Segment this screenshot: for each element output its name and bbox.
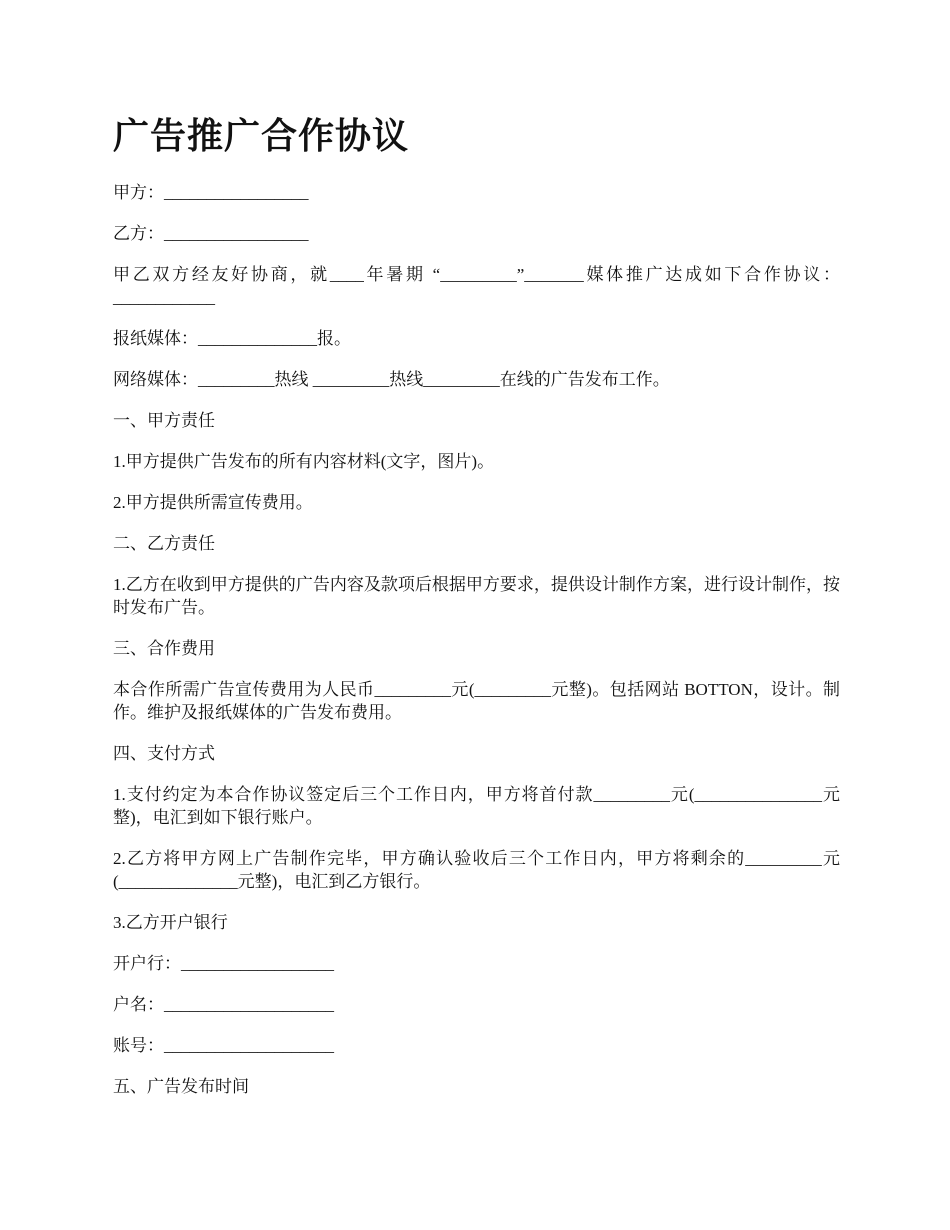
section-heading-publish-time: 五、广告发布时间: [113, 1077, 249, 1096]
fees-paragraph: 本合作所需广告宣传费用为人民币_________元(_________元整)。包括网站 BOTTON，设计。制作。维护及报纸媒体的广告发布费用。: [113, 680, 840, 722]
section-heading-party-a-duties: 一、甲方责任: [113, 411, 215, 430]
newspaper-media-line: 报纸媒体：______________报。: [113, 329, 351, 348]
online-media-line: 网络媒体：_________热线 _________热线_________在线的广告发布工作。: [113, 370, 670, 389]
party-a-line: 甲方：_________________: [113, 183, 309, 202]
party-a-duty-2: 2.甲方提供所需宣传费用。: [113, 493, 313, 512]
payment-clause-2: 2.乙方将甲方网上广告制作完毕，甲方确认验收后三个工作日内，甲方将剩余的_________元(______________元整)，电汇到乙方银行。: [113, 849, 840, 891]
payment-clause-1: 1.支付约定为本合作协议签定后三个工作日内，甲方将首付款_________元(_______________元整)，电汇到如下银行账户。: [113, 785, 840, 827]
party-a-duty-1: 1.甲方提供广告发布的所有内容材料(文字，图片)。: [113, 452, 495, 471]
document-page: [113, 112, 840, 1116]
bank-name-line: 开户行：__________________: [113, 954, 334, 973]
document-title: 广告推广合作协议: [113, 116, 410, 156]
payment-clause-3: 3.乙方开户银行: [113, 913, 228, 932]
section-heading-fees: 三、合作费用: [113, 639, 215, 658]
account-number-line: 账号：____________________: [113, 1036, 334, 1055]
section-heading-payment: 四、支付方式: [113, 744, 215, 763]
account-name-line: 户名：____________________: [113, 995, 334, 1014]
agreement-intro: 甲乙双方经友好协商，就____年暑期 “_________”_______媒体推广达成如下合作协议：____________: [113, 265, 840, 307]
party-b-line: 乙方：_________________: [113, 224, 309, 243]
section-heading-party-b-duties: 二、乙方责任: [113, 534, 215, 553]
party-b-duty-1: 1.乙方在收到甲方提供的广告内容及款项后根据甲方要求，提供设计制作方案，进行设计制作，按时发布广告。: [113, 575, 840, 617]
